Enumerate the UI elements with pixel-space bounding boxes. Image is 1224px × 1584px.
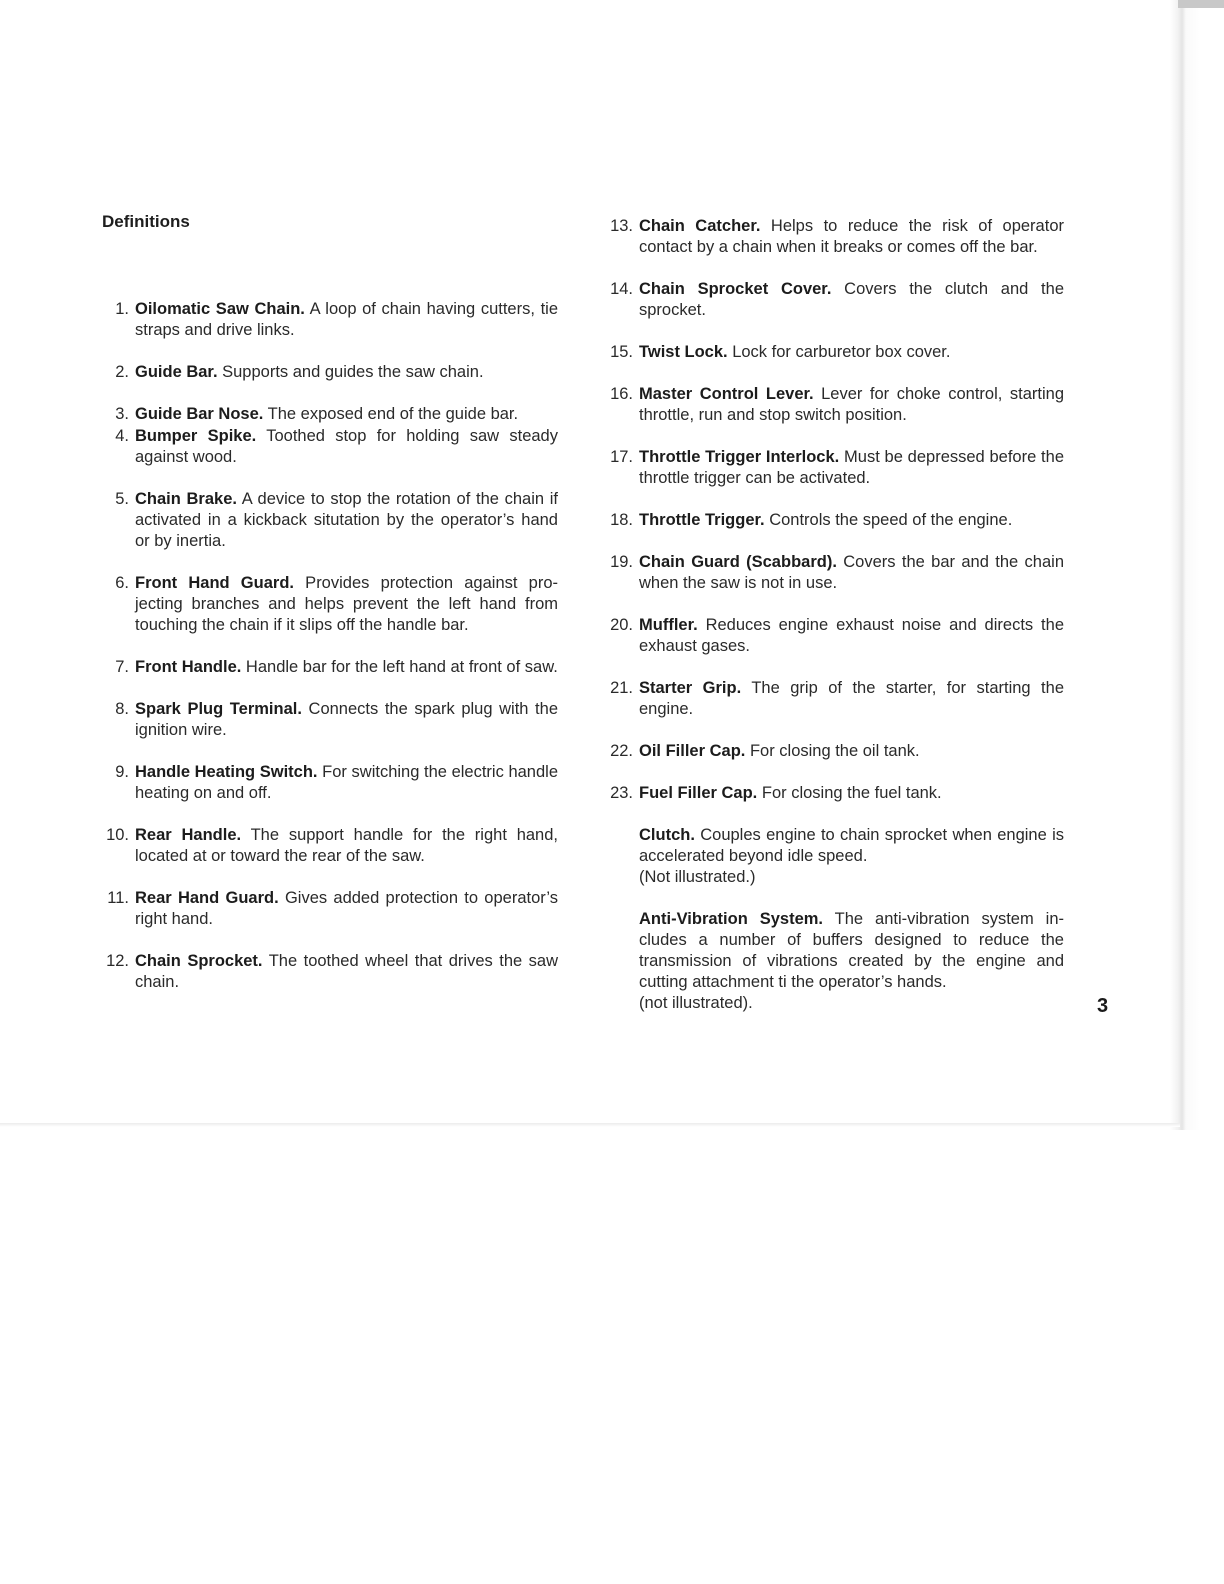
definition-item [602,279,1064,321]
item-term: Guide Bar Nose. [135,405,264,423]
definition-item [98,573,558,636]
item-term: Handle Heating Switch. [135,763,318,781]
definition-note-anti-vibration [639,909,1064,1014]
page-number: 3 [1097,995,1109,1017]
item-term: Throttle Trigger Interlock. [639,448,840,466]
item-description: The grip of the starter, for starting the engine. [639,679,1064,718]
item-description: Connects the spark plug with the ignition wire. [135,700,558,739]
item-number: 22. [610,742,633,760]
item-description: Lever for choke control, starting throttle, run and stop switch position. [639,385,1064,424]
scan-page-corner [1178,0,1224,8]
item-number: 23. [610,784,633,802]
definitions-right-column [602,216,1064,1014]
item-term: Twist Lock. [639,343,728,361]
item-number: 18. [610,511,633,529]
item-description: For closing the fuel tank. [757,784,942,802]
item-term: Throttle Trigger. [639,511,765,529]
item-number: 21. [610,679,633,697]
item-number: 12. [106,952,129,970]
item-number: 3. [115,405,129,423]
item-term: Starter Grip. [639,679,742,697]
item-number: 10. [106,826,129,844]
item-number: 7. [115,658,129,676]
item-number: 16. [610,385,633,403]
item-number: 6. [115,574,129,592]
item-number: 4. [115,427,129,445]
page-title: Definitions [102,212,190,231]
item-term: Front Hand Guard. [135,574,294,592]
item-description: Helps to reduce the risk of operator contact by a chain when it breaks or comes off the bar. [639,217,1064,256]
definition-item [602,678,1064,720]
definition-item [98,657,558,678]
definition-item [98,404,558,425]
definition-item [98,426,558,468]
item-term: Chain Sprocket. [135,952,263,970]
definition-item [98,299,558,341]
item-description: Handle bar for the left hand at front of saw. [241,658,558,676]
item-description: Must be depressed before the throttle trigger can be activated. [639,448,1064,487]
definition-item [602,510,1064,531]
item-term: Muffler. [639,616,698,634]
definition-item [602,552,1064,594]
item-term: Chain Brake. [135,490,237,508]
definition-item [602,615,1064,657]
definition-item [98,699,558,741]
definition-item [602,384,1064,426]
definition-item [98,762,558,804]
item-description: Lock for carburetor box cover. [727,343,951,361]
item-term: Chain Catcher. [639,217,761,235]
item-description: A device to stop the rotation of the chain if activated in a kickback situtation by the operator’s hand or by inertia. [135,490,558,550]
item-description: Provides protection against pro-jecting branches and helps prevent the left hand from touching the chain if it slips off the handle bar. [135,574,558,634]
item-term: Chain Sprocket Cover. [639,280,832,298]
item-description: Covers the clutch and the sprocket. [639,280,1064,319]
item-description: Supports and guides the saw chain. [217,363,484,381]
note-description: The anti-vibration system in-cludes a number of buffers designed to reduce the transmission of vibrations created by the engine and cutting attachment ti the operator’s hands. [639,910,1064,991]
note-remark: (Not illustrated.) [639,868,756,886]
item-term: Chain Guard (Scabbard). [639,553,837,571]
item-number: 19. [610,553,633,571]
item-number: 13. [610,217,633,235]
definition-item [602,741,1064,762]
item-description: Gives added protection to operator’s right hand. [135,889,558,928]
item-description: Toothed stop for holding saw steady against wood. [135,427,558,466]
item-term: Rear Hand Guard. [135,889,279,907]
item-description: Reduces engine exhaust noise and directs the exhaust gases. [639,616,1064,655]
item-number: 1. [115,300,129,318]
note-description: Couples engine to chain sprocket when engine is accelerated beyond idle speed. [639,826,1064,865]
scan-page-edge [1170,0,1224,1130]
definition-item [98,888,558,930]
scan-page-bottom-edge [0,1123,1180,1127]
item-description: The toothed wheel that drives the saw chain. [135,952,558,991]
item-number: 2. [115,363,129,381]
note-remark: (not illustrated). [639,994,753,1012]
item-number: 20. [610,616,633,634]
item-term: Front Handle. [135,658,242,676]
definition-item [98,489,558,552]
item-number: 11. [107,889,129,907]
definition-item [602,447,1064,489]
item-term: Fuel Filler Cap. [639,784,758,802]
note-term: Anti-Vibration System. [639,910,824,928]
item-number: 14. [610,280,633,298]
item-term: Spark Plug Terminal. [135,700,302,718]
item-number: 15. [610,343,633,361]
definition-item [98,951,558,993]
item-number: 9. [115,763,129,781]
item-term: Guide Bar. [135,363,218,381]
definition-note-clutch [639,825,1064,888]
item-description: For switching the electric handle heating on and off. [135,763,559,802]
definition-item [98,825,558,867]
definition-item [602,216,1064,258]
item-description: A loop of chain having cutters, tie straps and drive links. [135,300,558,339]
item-number: 5. [115,490,129,508]
item-term: Oil Filler Cap. [639,742,746,760]
item-term: Bumper Spike. [135,427,257,445]
definition-item [98,362,558,383]
item-number: 17. [610,448,633,466]
item-description: Controls the speed of the engine. [764,511,1013,529]
item-term: Oilomatic Saw Chain. [135,300,305,318]
item-term: Master Control Lever. [639,385,814,403]
note-term: Clutch. [639,826,695,844]
definitions-left-column [98,299,558,993]
item-number: 8. [115,700,129,718]
item-term: Rear Handle. [135,826,242,844]
item-description: The support handle for the right hand, located at or toward the rear of the saw. [135,826,558,865]
definition-item [602,783,1064,804]
item-description: Covers the bar and the chain when the saw is not in use. [639,553,1065,592]
item-description: The exposed end of the guide bar. [263,405,519,423]
definition-item [602,342,1064,363]
item-description: For closing the oil tank. [745,742,920,760]
